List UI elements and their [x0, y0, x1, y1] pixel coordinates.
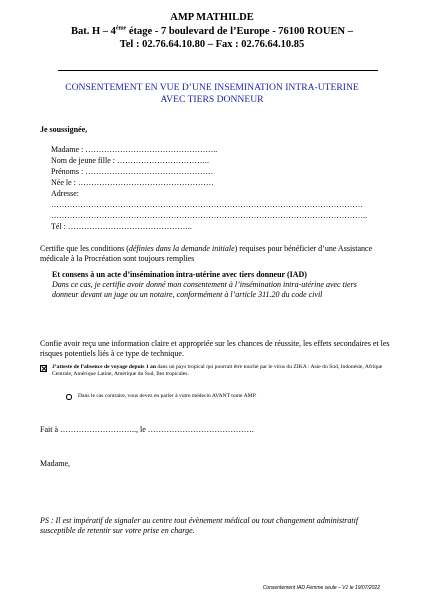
clinic-phone-fax: Tel : 02.76.64.10.80 – Fax : 02.76.64.10.85	[119, 39, 305, 50]
certifie-paragraph: Certifie que les conditions (définies dans la demande initiale) requises pour bénéficier d’une Assistance médicale à la Procréation sont toujours remplies	[40, 244, 373, 263]
consent-heading: Et consens à un acte d’insémination intra-utérine avec tiers donneur (IAD)	[52, 270, 307, 279]
place-date-line: Fait à ……………………….., le ………………………………….	[40, 425, 254, 434]
address-line-2: ………………………………………………………………………………………………………..	[51, 211, 367, 220]
address-label: Adresse:	[51, 189, 79, 198]
maiden-name-field: Nom de jeune fille : ……………………………..	[51, 156, 209, 165]
phone-field: Tél : ………………………………………..	[51, 222, 192, 231]
consent-body: Dans ce cas, je certifie avoir donné mon consentement à l’insémination intra-utérine avec tiers donneur devant un juge ou un notaire, conformément à l’article 311.20 du code civil	[52, 280, 357, 299]
header-divider	[58, 70, 378, 71]
clinic-address: Bat. H – 4ème étage - 7 boulevard de l’Europe - 76100 ROUEN –	[71, 25, 353, 37]
birth-date-field: Née le : ……………………………………………	[51, 178, 214, 187]
signature-label: Madame,	[40, 459, 70, 468]
checkbox-icon[interactable]	[40, 365, 47, 372]
first-names-field: Prénoms : …………………………………………	[51, 167, 214, 176]
information-paragraph: Confie avoir reçu une information claire et appropriée sur les chances de réussite, les effets secondaires et les risques potentiels liés à ce type de technique.	[40, 339, 390, 358]
consent-block	[52, 270, 382, 300]
title-line-1: CONSENTEMENT EN VUE D’UNE INSEMINATION INTRA-UTERINE	[65, 82, 359, 93]
soussignee-label: Je soussignée,	[40, 125, 88, 134]
clinic-name: AMP MATHILDE	[170, 12, 254, 23]
letterhead	[0, 11, 424, 52]
document-title	[30, 82, 394, 105]
madame-field: Madame : …………………………………………..	[51, 145, 218, 154]
document-footer: Consentement IAD Femme seule – V1 le 19/07/2022	[262, 585, 380, 591]
title-line-2: AVEC TIERS DONNEUR	[160, 93, 264, 105]
address-line-1: ………………………………………………………………………………………………………	[51, 200, 363, 209]
postscript: PS : Il est impératif de signaler au centre tout évènement médical ou tout changement administratif susceptible de retentir sur votre prise en charge.	[40, 516, 359, 535]
document-page: AMP MATHILDE Bat. H – 4ème étage - 7 boulevard de l’Europe - 76100 ROUEN – Tel : 02.76.64.10.80 – Fax : 02.76.64.10.85 CONSENTEMENT EN VUE D’UNE INSEMINATION INTRA-UTERINE AVEC TIERS DONNEUR Je soussignée, Madame : ………………………………………….. Nom de jeune fille : …………………………….. Prénoms : ………………………………………… Née le : …………………………………………… Adresse: ……………………………………………………………………………………………………… ……………………………………………………………………………………………………….. Tél : ……………………………………….. Certifie que les conditions (définies dans la demande initiale) requises pour bénéficier d’une Assistance médicale à la Procréation sont toujours remplies Et consens à un acte d’insémination intra-utérine avec tiers donneur (IAD) Dans ce cas, je certifie avoir donné mon consentement à l’insémination intra-utérine avec tiers donneur devant un juge ou un notaire, conformément à l’article 311.20 du code civil Confie avoir reçu une information claire et appropriée sur les chances de réussite, les effets secondaires et les risques potentiels liés à ce type de technique. J’atteste de l’absence de voyage depuis 1 an dans un pays tropical qui pourrait être touché par le virus du ZIKA : Asie du Sud, Indonésie, Afrique Centrale, Amérique Latine, Amérique du Sud, Iles tropicales. Dans le cas contraire, vous devez en parler à votre médecin AVANT toute AMP. Fait à ……………………….., le …………………………………. Madame, PS : Il est impératif de signaler au centre tout évènement médical ou tout changement administratif susceptible de retentir sur votre prise en charge. Consentement IAD Femme seule – V1 le 19/07/2022	[0, 0, 424, 600]
circle-bullet-icon	[66, 394, 72, 400]
